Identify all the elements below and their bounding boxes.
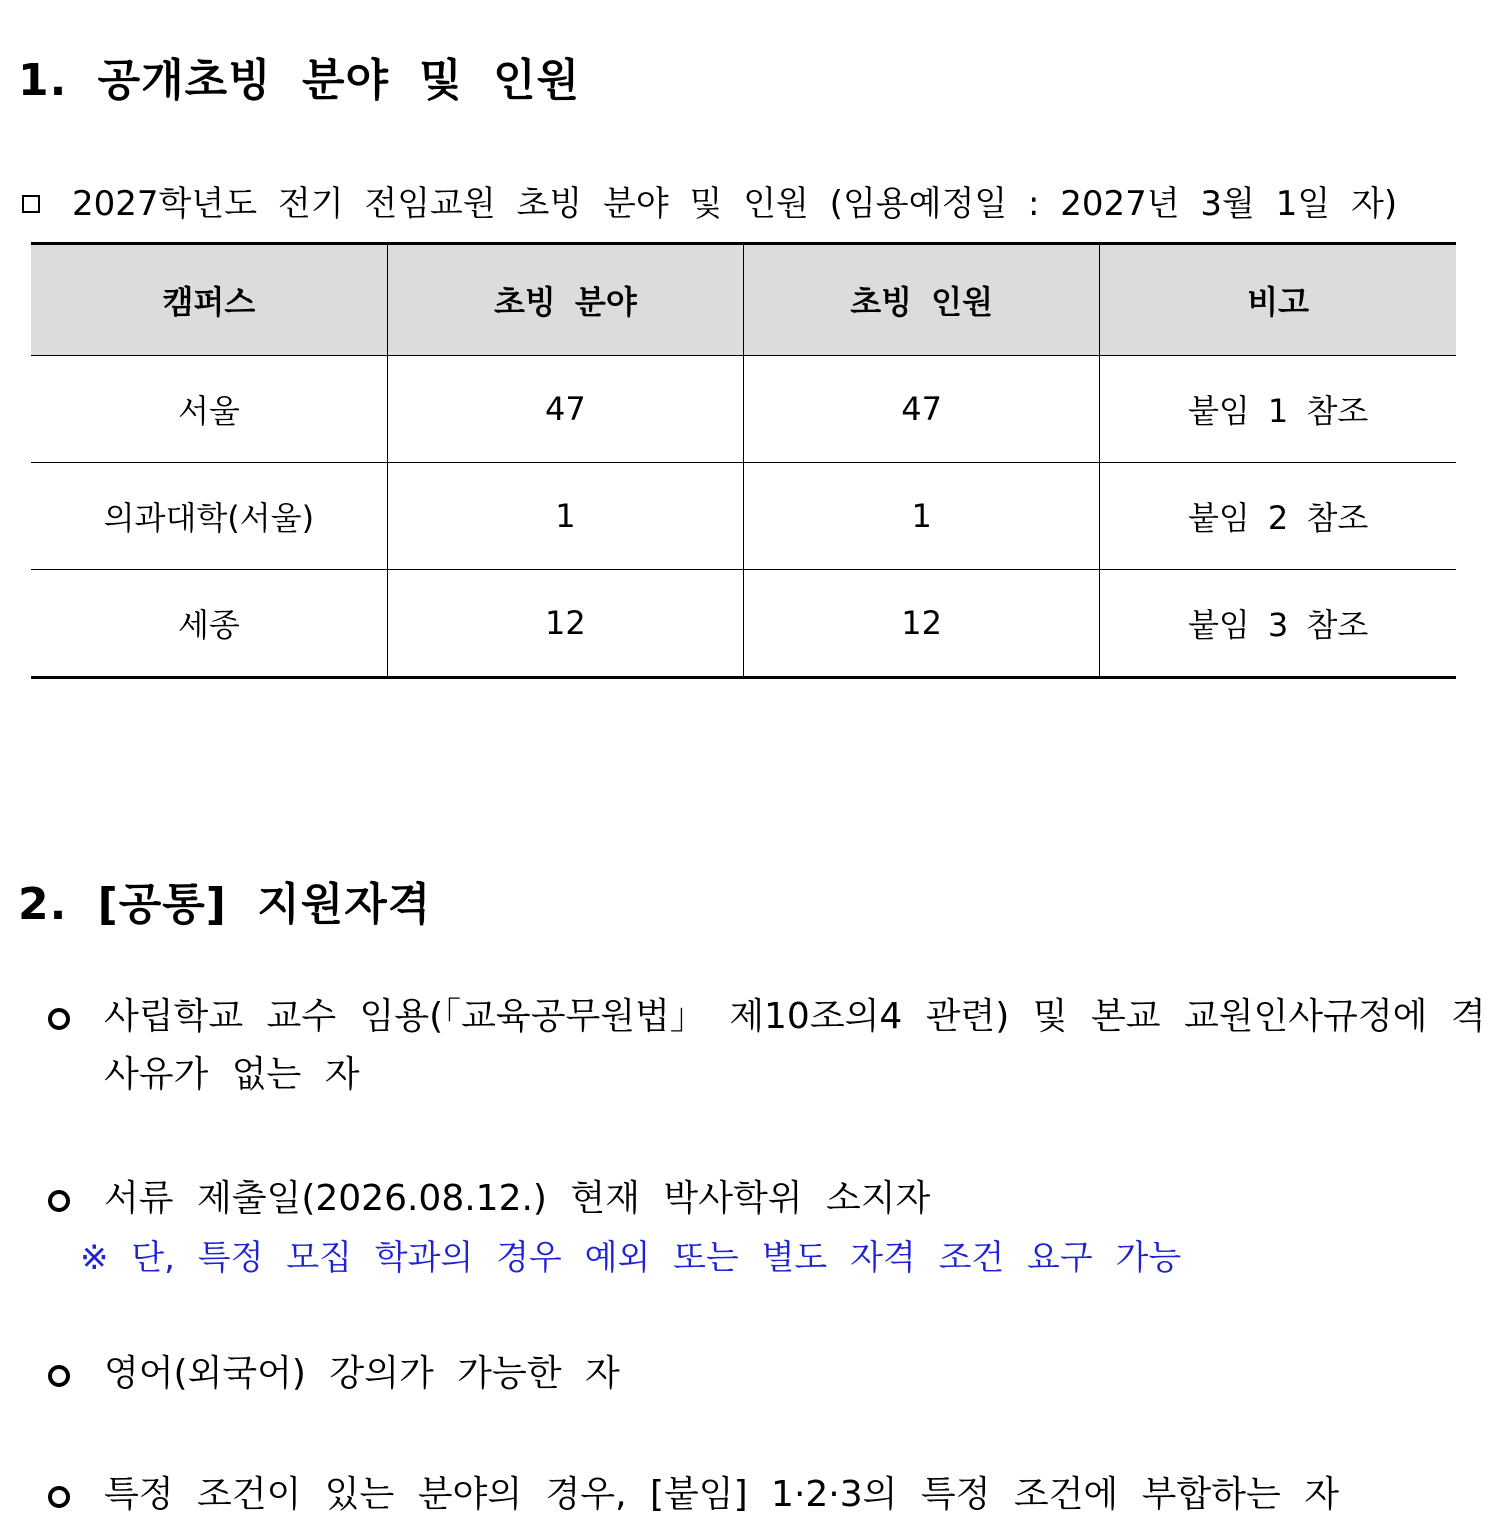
table-header-row	[31, 244, 1456, 356]
cell-remarks: 붙임 2 참조	[1100, 463, 1456, 570]
cell-campus: 세종	[31, 570, 387, 678]
list-item	[48, 1170, 1498, 1228]
cell-count: 12	[744, 570, 1100, 678]
square-bullet-icon	[22, 195, 40, 213]
recruit-subheading	[22, 176, 1397, 225]
list-item-text: 사립학교 교수 임용(「교육공무원법」 제10조의4 관련) 및 본교 교원인사규정에 격사유가 없는 자	[104, 996, 1486, 1095]
list-item-text: 영어(외국어) 강의가 가능한 자	[104, 1353, 620, 1394]
circle-bullet-icon	[48, 1365, 70, 1387]
recruitment-table	[31, 242, 1456, 679]
circle-bullet-icon	[48, 1190, 70, 1212]
list-item	[48, 1466, 1498, 1524]
header-remarks: 비고	[1100, 244, 1456, 356]
circle-bullet-icon	[48, 1486, 70, 1508]
cell-count: 1	[744, 463, 1100, 570]
list-item-text: 특정 조건이 있는 분야의 경우, [붙임] 1·2·3의 특정 조건에 부합하는 자	[104, 1474, 1339, 1515]
list-item-text: 서류 제출일(2026.08.12.) 현재 박사학위 소지자	[104, 1178, 931, 1219]
list-item	[48, 988, 1498, 1104]
cell-field: 1	[387, 463, 743, 570]
section-1-title: 1. 공개초빙 분야 및 인원	[18, 55, 581, 106]
section-2-title: 2. [공통] 지원자격	[18, 879, 432, 930]
header-field: 초빙 분야	[387, 244, 743, 356]
cell-remarks: 붙임 1 참조	[1100, 356, 1456, 463]
table-row	[31, 570, 1456, 678]
table-row	[31, 463, 1456, 570]
table-row	[31, 356, 1456, 463]
cell-count: 47	[744, 356, 1100, 463]
circle-bullet-icon	[48, 1008, 70, 1030]
header-count: 초빙 인원	[744, 244, 1100, 356]
exception-note: ※ 단, 특정 모집 학과의 경우 예외 또는 별도 자격 조건 요구 가능	[80, 1238, 1182, 1278]
list-item	[48, 1345, 1498, 1403]
cell-campus: 서울	[31, 356, 387, 463]
cell-remarks: 붙임 3 참조	[1100, 570, 1456, 678]
cell-field: 47	[387, 356, 743, 463]
subheading-text: 2027학년도 전기 전임교원 초빙 분야 및 인원 (임용예정일 : 2027년 3월 1일 자)	[72, 184, 1398, 224]
cell-campus: 의과대학(서울)	[31, 463, 387, 570]
header-campus: 캠퍼스	[31, 244, 387, 356]
cell-field: 12	[387, 570, 743, 678]
